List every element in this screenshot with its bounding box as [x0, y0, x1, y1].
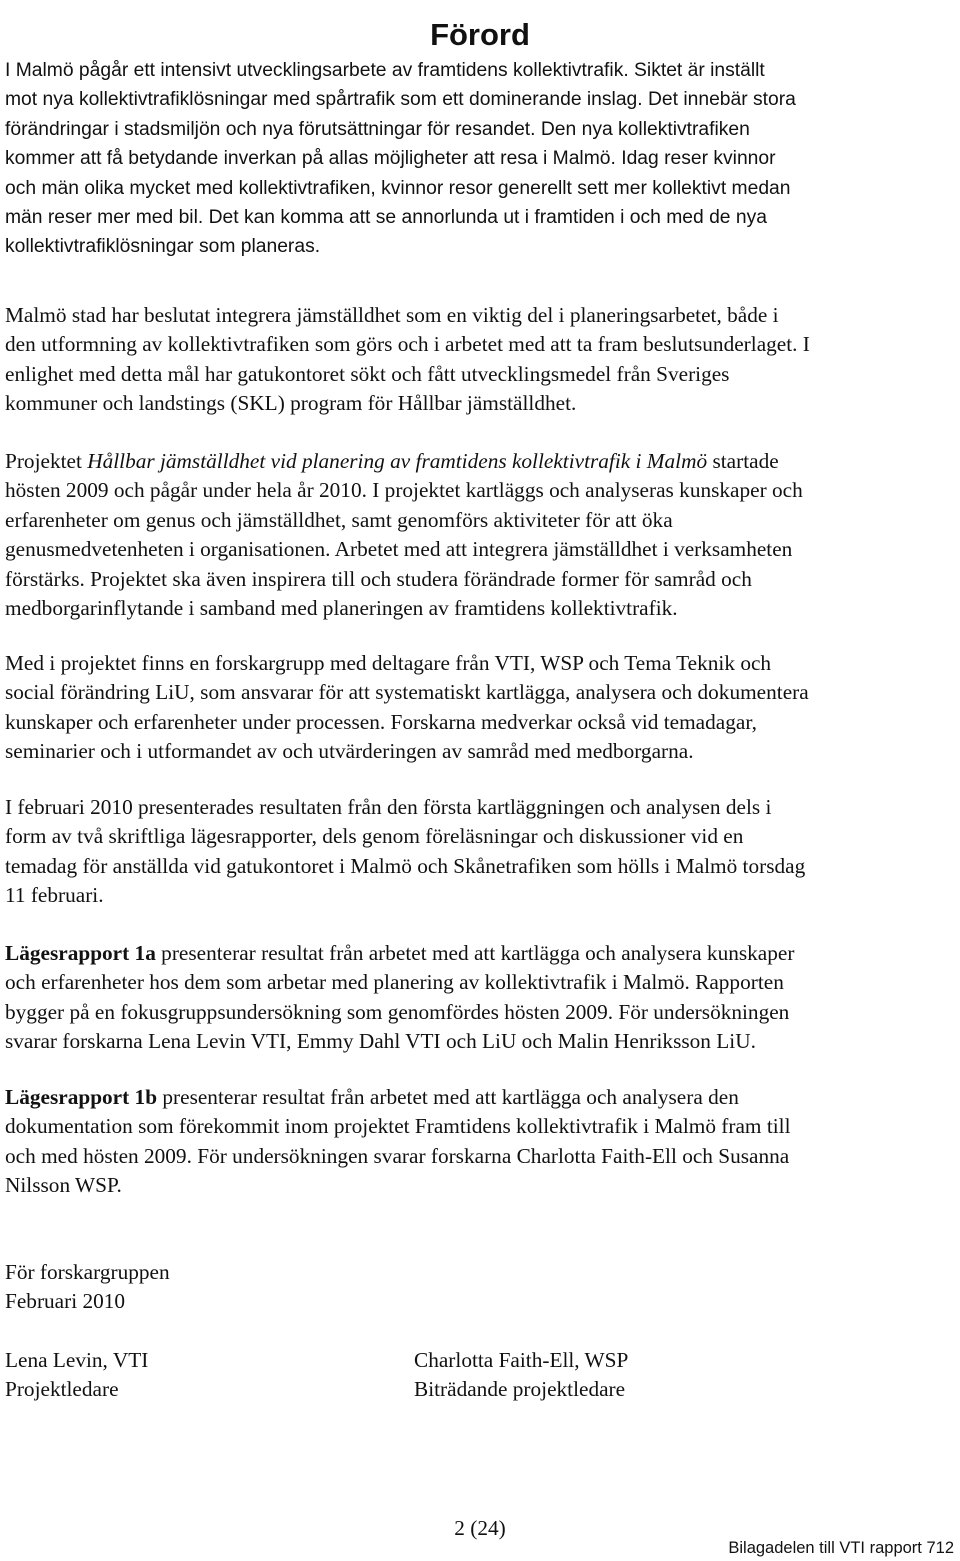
text-line: [5, 1171, 955, 1200]
text-line: [5, 389, 955, 418]
text-segment: genusmedvetenheten i organisationen. Arbetet med att integrera jämställdhet i verksamheten: [5, 537, 793, 562]
signature-right: [414, 1346, 628, 1405]
bold-text: Lägesrapport 1b: [5, 1085, 158, 1109]
text-line: [5, 793, 955, 822]
text-segment: Med i projektet finns en forskargrupp med deltagare från VTI, WSP och Tema Teknik och: [5, 651, 772, 675]
text-line: [5, 678, 955, 707]
paragraph: [5, 1083, 955, 1201]
page-title: Förord: [430, 16, 530, 52]
text-segment: 11 februari.: [5, 883, 104, 908]
text-segment: Projektet: [5, 449, 88, 473]
text-segment: kommer att få betydande inverkan på allas möjligheter att resa i Malmö. Idag reser kvinnor: [5, 148, 776, 170]
text-line: [5, 56, 955, 85]
signature-name: Charlotta Faith-Ell, WSP: [414, 1348, 629, 1372]
text-line: [5, 535, 955, 564]
closing-group: För forskargruppen: [5, 1260, 170, 1284]
text-line: [5, 1027, 955, 1056]
text-segment: erfarenheter om genus och jämställdhet, samt genomförs aktiviteter för att öka: [5, 507, 673, 532]
text-segment: kunskaper och erfarenheter under processen. Forskarna medverkar också vid temadagar,: [5, 709, 757, 734]
text-line: [5, 649, 955, 678]
text-segment: den utformning av kollektivtrafiken som görs och i arbetet med att ta fram beslutsunderlaget. I: [5, 332, 810, 357]
text-line: [5, 822, 955, 851]
text-line: [5, 998, 955, 1027]
text-line: [5, 144, 955, 173]
page-number: 2 (24): [454, 1516, 506, 1540]
text-line: [5, 330, 955, 359]
text-line: [5, 594, 955, 623]
text-line: [5, 852, 955, 881]
paragraph: [5, 649, 955, 767]
text-line: [5, 1142, 955, 1171]
text-segment: hösten 2009 och pågår under hela år 2010. I projektet kartläggs och analyseras kunskaper och: [5, 478, 803, 503]
text-segment: mot nya kollektivtrafiklösningar med spårtrafik som ett dominerande inslag. Det innebär stora: [5, 89, 796, 111]
italic-text: Hållbar jämställdhet vid planering av framtidens kollektivtrafik i Malmö: [87, 449, 708, 473]
signature-role: Biträdande projektledare: [414, 1377, 626, 1402]
text-segment: Nilsson WSP.: [5, 1173, 122, 1198]
text-line: [5, 301, 955, 330]
text-line: [5, 968, 955, 997]
text-segment: I februari 2010 presenterades resultaten från den första kartläggningen och analysen dels i: [5, 795, 772, 819]
text-segment: Malmö stad har beslutat integrera jämställdhet som en viktig del i planeringsarbetet, både i: [5, 303, 779, 327]
text-segment: förstärks. Projektet ska även inspirera till och studera förändrade former för samråd och: [5, 566, 752, 591]
closing-block: [5, 1258, 170, 1317]
text-segment: seminarier och i utformandet av och utvärderingen av samråd med medborgarna.: [5, 739, 694, 764]
closing-date: Februari 2010: [5, 1289, 126, 1314]
paragraph: [5, 56, 955, 262]
text-line: [5, 447, 955, 476]
text-line: [5, 1083, 955, 1112]
text-segment: dokumentation som förekommit inom projektet Framtidens kollektivtrafik i Malmö fram till: [5, 1114, 791, 1139]
text-segment: enlighet med detta mål har gatukontoret sökt och fått utvecklingsmedel från Sveriges: [5, 361, 730, 386]
text-segment: svarar forskarna Lena Levin VTI, Emmy Dahl VTI och LiU och Malin Henriksson LiU.: [5, 1029, 756, 1054]
text-segment: och män olika mycket med kollektivtrafiken, kvinnor resor generellt sett mer kollektivt medan: [5, 177, 791, 199]
text-segment: form av två skriftliga lägesrapporter, dels genom föreläsningar och diskussioner vid en: [5, 824, 744, 849]
text-segment: bygger på en fokusgruppsundersökning som genomfördes hösten 2009. För undersökningen: [5, 999, 790, 1024]
text-line: [5, 115, 955, 144]
text-segment: temadag för anställda vid gatukontoret i Malmö och Skånetrafiken som hölls i Malmö torsdag: [5, 853, 806, 878]
text-segment: kollektivtrafiklösningar som planeras.: [5, 236, 321, 258]
text-line: [5, 85, 955, 114]
signature-role: Projektledare: [5, 1377, 119, 1402]
text-line: [5, 939, 955, 968]
text-segment: och erfarenheter hos dem som arbetar med planering av kollektivtrafik i Malmö. Rapporten: [5, 970, 784, 995]
paragraph: [5, 939, 955, 1057]
text-segment: presenterar resultat från arbetet med att kartlägga och analysera kunskaper: [155, 941, 795, 965]
text-segment: startade: [707, 449, 779, 473]
signature-name: Lena Levin, VTI: [5, 1348, 149, 1372]
footer-label: Bilagadelen till VTI rapport 712: [728, 1539, 954, 1557]
text-line: [5, 232, 955, 261]
text-segment: medborgarinflytande i samband med planeringen av framtidens kollektivtrafik.: [5, 596, 678, 621]
text-line: [5, 708, 955, 737]
text-segment: I Malmö pågår ett intensivt utvecklingsarbete av framtidens kollektivtrafik. Siktet är inställt: [5, 60, 765, 81]
signature-left: [5, 1346, 148, 1405]
text-segment: presenterar resultat från arbetet med att kartlägga och analysera den: [157, 1085, 739, 1109]
text-line: [5, 174, 955, 203]
paragraph: [5, 301, 955, 419]
bold-text: Lägesrapport 1a: [5, 941, 156, 965]
text-line: [5, 565, 955, 594]
paragraph: [5, 793, 955, 911]
text-line: [5, 881, 955, 910]
text-line: [5, 203, 955, 232]
text-line: [5, 476, 955, 505]
text-line: [5, 1112, 955, 1141]
text-segment: och med hösten 2009. För undersökningen svarar forskarna Charlotta Faith-Ell och Susanna: [5, 1143, 790, 1168]
text-line: [5, 737, 955, 766]
text-line: [5, 360, 955, 389]
text-segment: förändringar i stadsmiljön och nya förutsättningar för resandet. Den nya kollektivtrafiken: [5, 118, 750, 140]
text-segment: män reser mer med bil. Det kan komma att se annorlunda ut i framtiden i och med de nya: [5, 207, 767, 229]
text-line: [5, 506, 955, 535]
text-segment: social förändring LiU, som ansvarar för att systematiskt kartlägga, analysera och dokumentera: [5, 680, 809, 705]
text-segment: kommuner och landstings (SKL) program för Hållbar jämställdhet.: [5, 391, 577, 416]
paragraph: [5, 447, 955, 623]
